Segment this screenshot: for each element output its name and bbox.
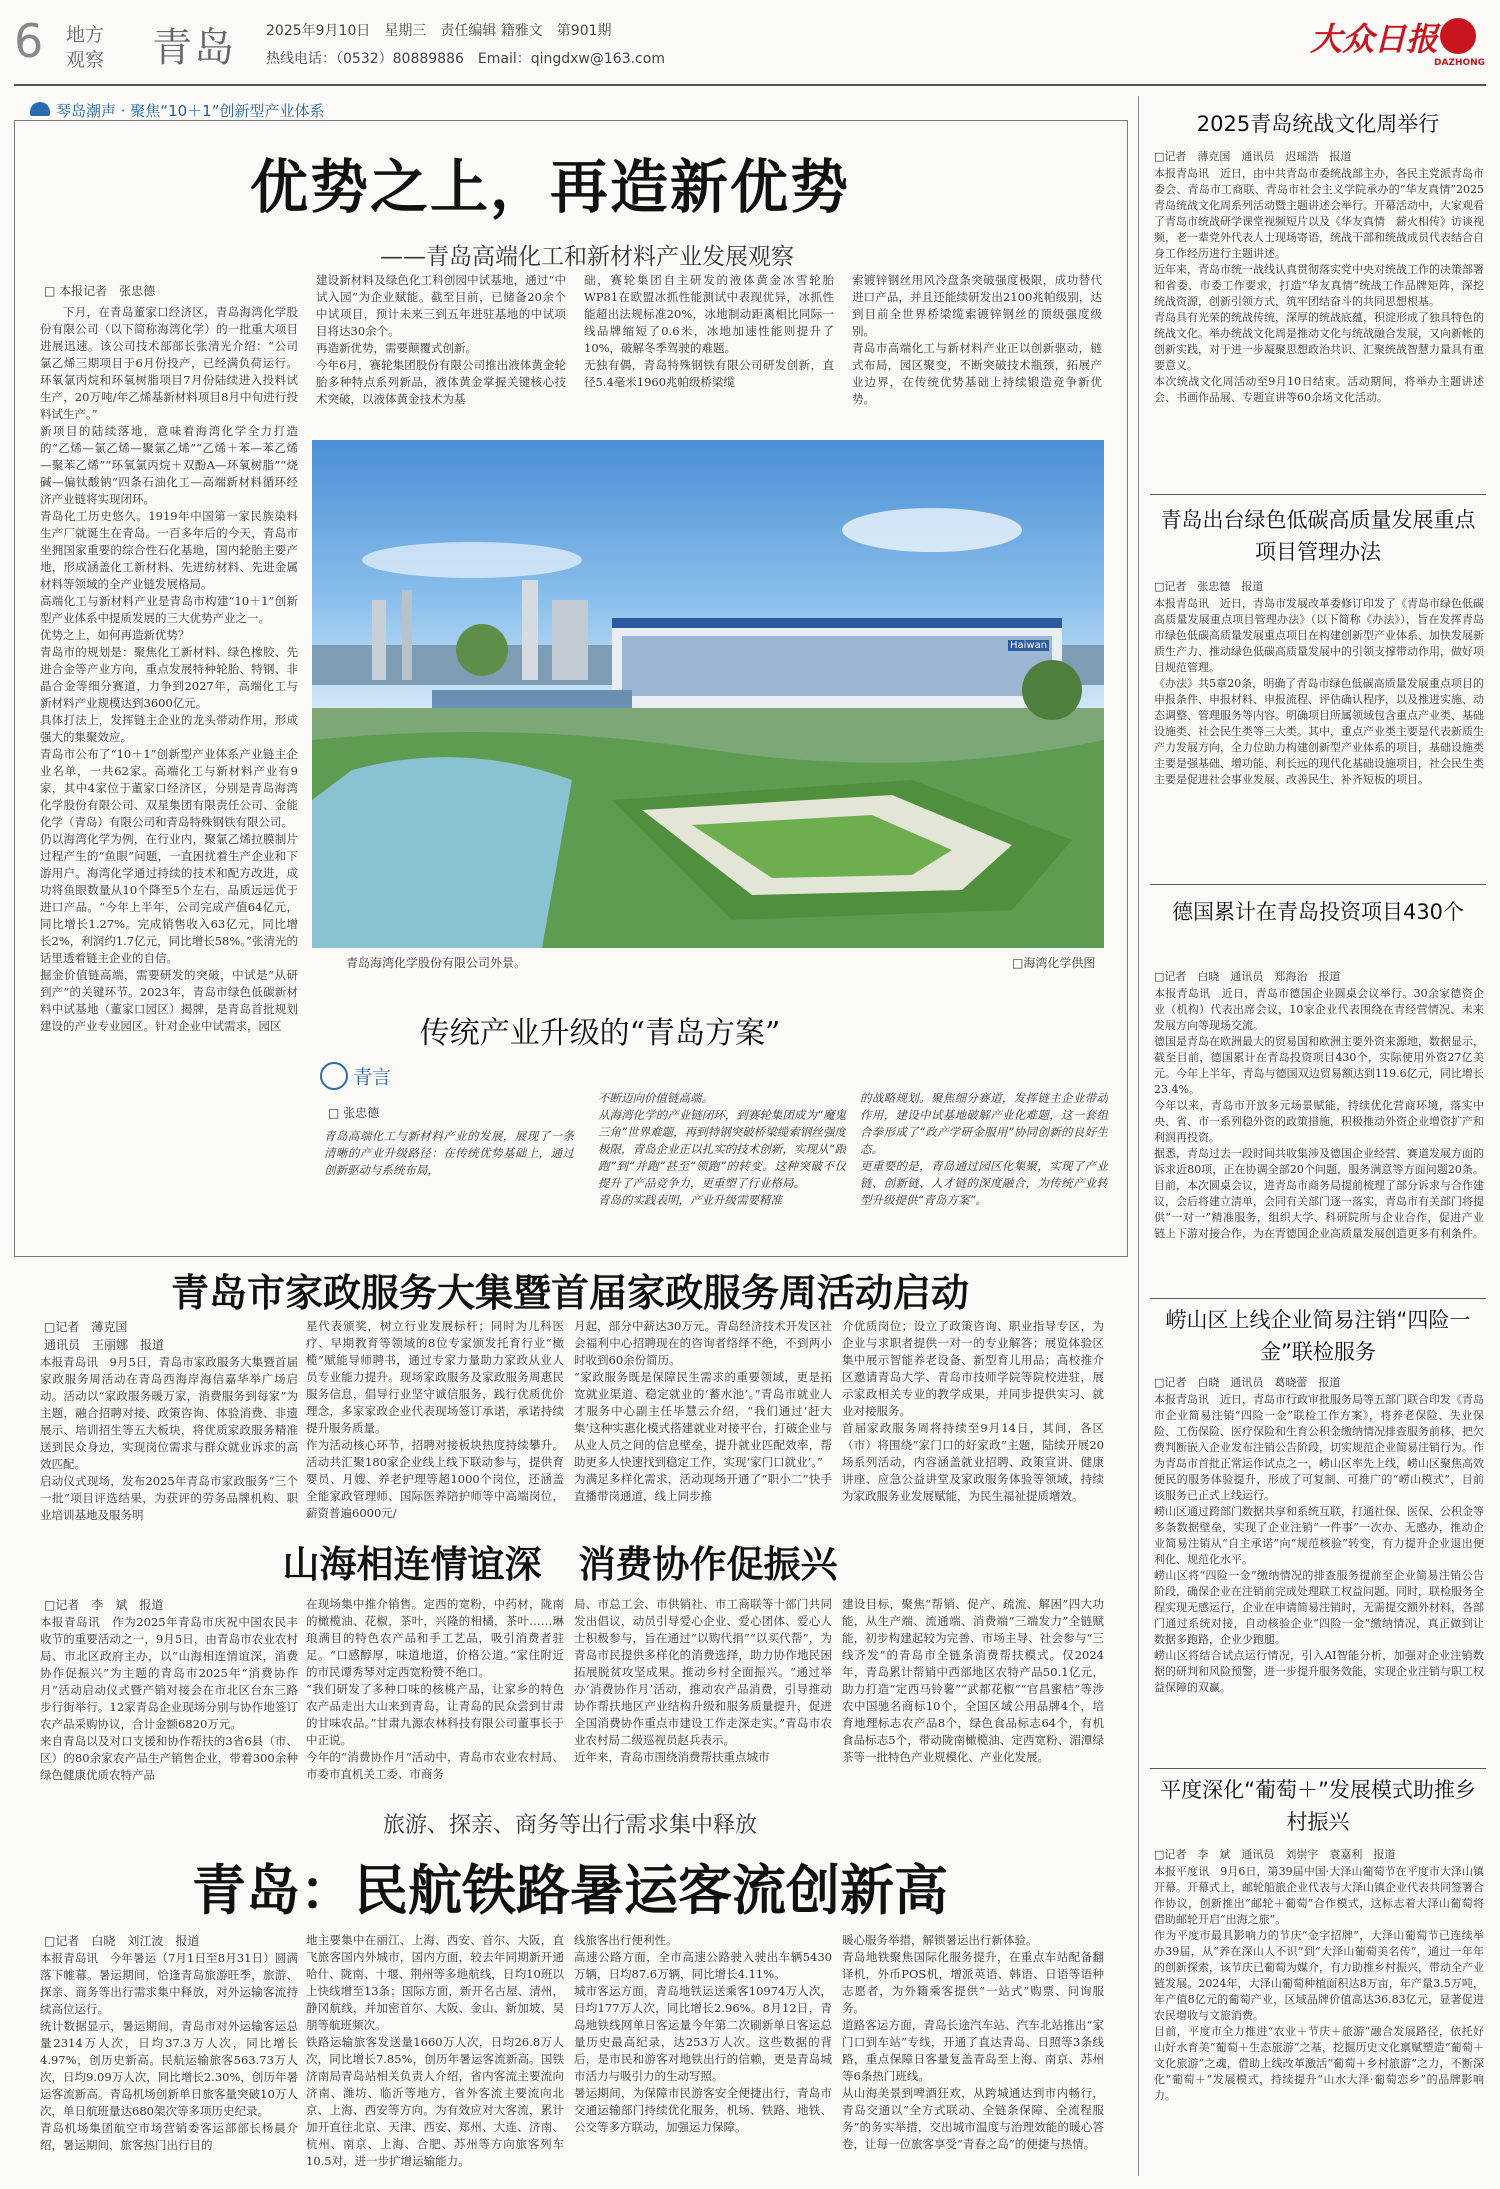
factory-photo: [312, 440, 1104, 948]
wave-icon: [30, 102, 50, 116]
sidebar-a4-title: 崂山区上线企业简易注销“四险一金”联检服务: [1165, 1308, 1471, 1364]
sidebar-a5-title: 平度深化“葡萄＋”发展模式助推乡村振兴: [1160, 1778, 1476, 1834]
lead-column-4: 索镀锌钢丝用风冷盘条突破强度极限，成功替代进口产品，并且还能续研发出2100兆帕级别，达到目前全世界桥梁缆索镀锌钢丝的顶级强度级别。 青岛市高端化工与新材料产业正以创新驱动，链式布局，园区聚变，不断突破技术瓶颈，拓展产业边界，在传统优势基础上持续锻造竞争新优势。: [852, 273, 1102, 406]
building-signage: Haiwan: [1010, 640, 1048, 651]
masthead-rule: [14, 84, 1486, 86]
lead-byline: □ 本报记者 张忠德: [44, 284, 156, 298]
travel-column-4: 暖心服务举措，解锁暑运出行新体验。 青岛地铁聚焦国际化服务提升，在重点车站配备翻译机，外币POS机，增派英语、韩语、日语等语种志愿者，为外籍乘客提供“一站式”购票、问询服务。 道路客运方面，青岛长途汽车站、汽车北站推出“家门口到车站”专线，开通了直达青岛、日照等3条线路，重点保障日客量复盖青岛至上海、南京、苏州等6条热门班线。 从山海美景到啤酒狂欢，从跨城通达到市内畅行，青岛交通以“全方式联动、全链条保障、全流程服务”的务实举措，交出城市温度与治理效能的暖心答卷，让每一位旅客享受“青春之岛”的便捷与热情。: [842, 1933, 1104, 2151]
housekeeping-column-4: 介优质岗位；设立了政策咨询、职业指导专区，为企业与求职者提供一对一的专业解答；展览体验区集中展示智能养老设备、新型育儿用品；高校推介区邀请青岛大学、青岛市技师学院等院校进驻，展示家政相关专业的教学成果，并同步提供实习、就业对接服务。 首届家政服务周将持续至9月14日，其间，各区（市）将围绕“家门口的好家政”主题，陆续开展20场系列活动，内容涵盖就业招聘、政策宣讲、健康讲座、应急公益讲堂及家政服务体验等领域，持续为家政服务业发展赋能，为民生福祉提质增效。: [842, 1319, 1104, 1503]
sidebar-a1-byline: □记者 薄克国 通讯员 迟瑶浩 报道: [1154, 150, 1352, 163]
sidebar-rule-3: [1150, 1298, 1486, 1299]
travel-column-1: 本报青岛讯 今年暑运（7月1日至8月31日）圆满落下帷幕。暑运期间，恰逢青岛旅游旺季，旅游、探亲、商务等出行需求集中释放，对外运输客流持续高位运行。 统计数据显示，暑运期间，青岛市对外运输客运总量2314万人次，日均37.3万人次，同比增长4.97%，创历史新高。民航运输旅客563.73万人次，日均9.09万人次，同比增长2.30%，创历年暑运客流新高。青岛机场创新单日旅客量突破10万人次，单日航班量达680架次等多项历史纪录。 青岛机场集团航空市场营销委客运部部长杨晨介绍，暑运期间，旅客热门出行目的: [40, 1951, 298, 2152]
sidebar-a2-body: 本报青岛讯 近日，青岛市发展改革委修订印发了《青岛市绿色低碳高质量发展重点项目管理办法》（以下简称《办法》），旨在发挥青岛市绿色低碳高质量发展重点项目在构建创新型产业体系、加快发展新质生产力、推动绿色低碳高质量发展中的引领支撑带动作用，做好项目规范管理。 《办法》共5章20条，明确了青岛市绿色低碳高质量发展重点项目的申报条件、申报材料、申报流程、评估确认程序，以及推进实施、动态调整、管理服务等内容。明确项目所属领域包含重点产业类、基础设施类、社会民生类等三大类。其中，重点产业类主要是代表新质生产力发展方向，全力位助力构建创新型产业体系的项目，基础设施类主要是强基础、增功能、利长远的现代化基础设施项目，社会民生类主要是促进社会事业发展、改善民生、补齐短板的项目。: [1154, 597, 1484, 786]
logo-text: 大众日报: [1310, 20, 1439, 58]
cooperation-column-3: 局、市总工会、市供销社、市工商联等十部门共同发出倡议，动员引导爱心企业、爱心团体、爱心人士积极参与，旨在通过“以购代捐”“以买代帮”，为青岛市民提供多样化的消费选择，助力协作地民困拓展脱贫攻坚成果。推动乡村全面振兴。“通过举办‘消费协作月’活动，推动农产品消费，引导推动协作帮扶地区产业结构升级和服务质量提升，促进全国消费协作重点市建设工作走深走实。”青岛市农业农村局二级巡视员赵兵表示。 近年来，青岛市围绕消费帮扶重点城市: [574, 1597, 832, 1764]
sidebar-a1-title: 2025青岛统战文化周举行: [1196, 112, 1440, 136]
sidebar-a1-body: 本报青岛讯 近日，由中共青岛市委统战部主办，各民主党派青岛市委会、青岛市工商联、青岛市社会主义学院承办的“华友真情”2025青岛统战文化周系列活动暨主题讲述会举行。开幕活动中，大家观看了青岛市统战研学课堂视频短片以及《华友真情 薪火相传》访谈视频，老一辈党外代表人士现场寄语，统战干部和统战成员代表结合自身工作经历进行主题讲述。 近年来，青岛市统一战线认真贯彻落实党中央对统战工作的决策部署和省委、市委工作要求，打造“华友真情”统战工作品牌矩阵，深挖统战资源，创新引领方式，筑牢团结奋斗的共同思想根基。 青岛具有光荣的统战传统，深厚的统战底蕴，积淀形成了独具特色的统战文化。举办统战文化周是推动文化与统战融合发展，又向新帐的创新实践，对于进一步凝聚思想政治共识、汇聚统战智慧力量具有重要意义。 本次统战文化周活动至9月10日结束。活动期间，将举办主题讲述会、书画作品展、专题宣讲等60余场文化活动。: [1154, 167, 1484, 404]
housekeeping-column-2: 星代表颁奖，树立行业发展标杆；同时为儿科医疗、早期教育等领域的8位专家颁发托育行业“橄榄”赋能导师聘书，通过专家力量助力家政从业人员专业能力提升。现场家政服务及家政服务周惠民服务信息，倡导行业坚守诚信服务，践行优质优价理念，多家家政企业代表现场签订承诺，承诺持续提升服务质量。 作为活动核心环节，招聘对接板块热度持续攀升。活动共汇聚180家企业线上线下联动参与，提供育婴员、月嫂、养老护理等超1000个岗位，还涵盖全能家政管理师、国际医养陪护师等中高端岗位，薪资普遍6000元/: [306, 1319, 564, 1520]
logo-emblem-icon: [1440, 18, 1476, 54]
sidebar-a3-byline: □记者 白晓 通讯员 郑海治 报道: [1154, 970, 1341, 983]
sidebar-a2-byline: □记者 张忠德 报道: [1154, 580, 1264, 593]
lead-title: 优势之上，再造新优势: [249, 153, 850, 221]
commentary-column-2: 不断迈向价值链高端。 从海湾化学的产业链闭环，到赛轮集团成为“魔鬼三角”世界难题，再到特钢突破桥梁缆索钢丝强度极限，青岛企业正以扎实的技术创新，实现从“跟跑”到“并跑”甚至“领跑”的转变。这种突破不仅提升了产品竞争力，更重塑了行业格局。 青岛的实践表明，产业升级需要精准: [598, 1091, 846, 1207]
sidebar-a4-body: 本报青岛讯 近日，青岛市行政审批服务局等五部门联合印发《青岛市企业简易注销“四险一金”联检工作方案》，将养老保险、失业保险、工伤保险、医疗保险和生育公积金缴纳情况排查服务前移，把欠费判断嵌入企业发布注销公告阶段，切实规范企业简易注销行为。作为青岛市首批正常运作试点之一，崂山区率先上线，崂山区聚焦高效便民的服务体验提升，形成了可复制、可推广的“崂山模式”，目前该服务已正式上线运行。 崂山区通过跨部门数据共享和系统互联，打通社保、医保、公积金等多条数据壁垒，实现了企业注销“一件事”一次办、无感办，推动企业简易注销从“自主承诺”向“规范核验”转变，有力提升企业退出便利化、规范化水平。 崂山区将“四险一金”缴纳情况的排查服务提前至企业简易注销公告阶段，确保企业在注销前完成处理联工权益问题。同时，联检服务全程实现无感运行，企业在申请简易注销时，无需提交额外材料，各部门通过系统对接，自动核验企业“四险一金”缴纳情况，真正做到让数据多跑路，企业少跑腿。 崂山区将结合试点运行情况，引入AI智能分析，加强对企业注销数据的研判和风险预警，进一步提升服务效能，实现企业注销与职工权益保障的双赢。: [1154, 1393, 1484, 1694]
sidebar-a2-title: 青岛出台绿色低碳高质量发展重点项目管理办法: [1160, 508, 1476, 564]
sidebar-divider: [1138, 96, 1139, 2176]
travel-column-3: 线旅客出行便利性。 高速公路方面，全市高速公路驶入驶出车辆5430万辆，日均87.6万辆，同比增长4.11%。 城市客运方面，青岛地铁运送乘客10974万人次，日均177万人次，同比增长2.96%。8月12日，青岛地铁线网单日客运量今年第二次刷新单日客运总量历史最高纪录，达253万人次。这些数据的背后，是市民和游客对地铁出行的信赖，更是青岛城市活力与吸引力的生动写照。 暑运期间，为保障市民游客安全便捷出行，青岛市交通运输部门持续优化服务，机场、铁路、地铁、公交等多方联动，加强运力保障。: [574, 1933, 832, 2134]
lead-column-2: 建设新材料及绿色化工科创园中试基地，通过“中试入园”为企业赋能。截至目前，已储备20余个中试项目，预计未来三到五年进驻基地的中试项目将达30余个。 再造新优势，需要颠覆式创新。 今年6月，赛轮集团股份有限公司推出液体黄金轮胎多种特点系列新品，液体黄金掌握关键核心技术突破，以液体黄金技术为基: [316, 273, 566, 406]
travel-kicker: 旅游、探亲、商务等出行需求集中释放: [382, 1813, 757, 1838]
sidebar-rule-1: [1150, 494, 1486, 495]
housekeeping-title: 青岛市家政服务大集暨首届家政服务周活动启动: [170, 1271, 969, 1315]
newspaper-logo: [1310, 14, 1486, 74]
housekeeping-column-3: 月起，部分中薪达30万元。青岛经济技术开发区社会福利中心招聘现在的咨询者络绎不绝，不到两小时收到60余份简历。 “家政服务既是保障民生需求的重要领域，更是拓宽就业渠道、稳定就业的‘蓄水池’。”青岛市就业人才服务中心副主任毕慧云介绍，“我们通过‘赶大集’这种实惠化模式搭建就业对接平台，打破企业与从业人员之间的信息壁垒，提升就业匹配效率，帮助更多人快速找到稳定工作，实现‘家门口就业’。” 为满足多样化需求，活动现场开通了“职小二”快手直播带岗通道，线上同步推: [574, 1319, 832, 1503]
date-line: 2025年9月10日 星期三 责任编辑 籍雅文 第901期: [266, 23, 612, 39]
housekeeping-byline-2: 通讯员 王丽娜 报道: [44, 1338, 165, 1352]
sidebar-a4-byline: □记者 白晓 通讯员 葛晓蕾 报道: [1154, 1376, 1341, 1389]
photo-caption: 青岛海湾化学股份有限公司外景。: [346, 956, 527, 970]
sidebar-rule-2: [1150, 884, 1486, 885]
page-number: 6: [14, 14, 44, 68]
housekeeping-byline-1: □记者 薄克国: [44, 1320, 128, 1334]
photo-credit: □海湾化学供图: [1012, 956, 1096, 970]
lead-column-3: 础，赛轮集团自主研发的液体黄金冰雪轮胎WP81在欧盟冰抓性能测试中表现优异，冰抓性能超出法规标准20%，冰地制动距离相比同际一线品牌缩短了0.6米，冰地加速性能则提升了10%，破解冬季驾驶的难题。 无独有偶，青岛特殊钢铁有限公司研发创新，直径5.4毫米1960兆帕级桥梁缆: [584, 273, 834, 389]
section-label-top: 地方: [66, 24, 105, 46]
cooperation-title: 山海相连情谊深 消费协作促振兴: [282, 1543, 838, 1586]
cooperation-byline: □记者 李 斌 报道: [44, 1598, 164, 1612]
sidebar-a3-body: 本报青岛讯 近日，青岛市德国企业圆桌会议举行。30余家德资企业（机构）代表出席会议，10家企业代表围绕在青经营情况、未来发展方向等现场交流。 德国是青岛在欧洲最大的贸易国和欧洲主要外资来源地，数据显示，截至目前，德国累计在青岛投资项目430个，实际使用外资27亿美元。今年上半年，青岛与德国双边贸易额达到119.6亿元，同比增长23.4%。 今年以来，青岛市开放多元场景赋能，持续优化营商环境，落实中央、省、市一系列稳外资的政策措施，积极推动外资企业增资扩产和利润再投资。 据悉，青岛过去一段时间共收集涉及德国企业经营、赛道发展方面的诉求近80项，正在协调全部20个问题，服务满意等方面问题20条。目前，本次圆桌会议，进青岛市商务局提前梳理了部分诉求与合作建议，会后将建立清单，会同有关部门逐一落实，青岛市有关部门将提供“一对一”精准服务，组织大学、科研院所与企业合作，促进产业链上下游对接合作，为在青德国企业高质量发展创造更多有利条件。: [1154, 987, 1484, 1240]
lead-column-1: 下月，在青岛董家口经济区，青岛海湾化学股份有限公司（以下简称海湾化学）的一批重大项目进展迅速。该公司技术部部长张清光介绍：“公司氯乙烯三期项目于6月份投产，已经满负荷运行。环氧氯丙烷和环氧树脂项目7月份陆续进入投料试生产，20万吨/年乙烯基新材料项目8月中旬进行投料试生产。” 新项目的陆续落地，意味着海湾化学全力打造的“乙烯—氯乙烯—聚氯乙烯”“乙烯＋苯—苯乙烯—聚苯乙烯”“环氧氯丙烷＋双酚A—环氧树脂”“烧碱—偏钛酸钠”四条石油化工—高端新材料循环经济产业链将实现闭环。 青岛化工历史悠久。1919年中国第一家民族染料生产厂就诞生在青岛。一百多年后的今天，青岛市坐拥国家重要的综合性石化基地，国内轮胎主要产地，形成涵盖化工新材料、先进纺材料、先进金属材料等领域的全产业链发展格局。 高端化工与新材料产业是青岛市构建“10＋1”创新型产业体系中提质发展的三大优势产业之一。 优势之上，如何再造新优势？ 青岛市的规划是：聚焦化工新材料、绿色橡胶、先进合金等产业方向，重点发展特种轮胎、特钢、非晶合金等细分赛道，力争到2027年，高端化工与新材料产业规模达到3600亿元。 具体打法上，发挥链主企业的龙头带动作用，形成强大的集聚效应。 青岛市公布了“10＋1”创新型产业体系产业链主企业名单，一共62家。高端化工与新材料产业有9家，其中4家位于董家口经济区，分别是青岛海湾化学股份有限公司、双星集团有限责任公司、金能化学（青岛）有限公司和青岛特殊钢铁有限公司。 仍以海湾化学为例，在行业内，聚氯乙烯拉膜制片过程产生的“鱼眼”问题，一直困扰着生产企业和下游用户。海湾化学通过持续的技术和配方改进，成功将鱼眼数量从10个降至5个左右，品质远远优于进口产品。“今年上半年，公司完成产值64亿元，同比增长1.27%。完成销售收入63亿元，同比增长2%，利润约1.7亿元，同比增长58%。”张清光的话里透着链主企业的自信。 掘金价值链高端，需要研发的突破，中试是“从研到产”的关键环节。2023年，青岛市绿色低碳新材料中试基地（董家口园区）揭牌，是青岛首批规划建设的产业专业园区。针对企业中试需求，园区: [40, 305, 298, 1033]
cooperation-column-1: 本报青岛讯 作为2025年青岛市庆祝中国农民丰收节的重要活动之一，9月5日，由青岛市农业农村局、市北区政府主办，以“山海相连情谊深，消费协作促振兴”为主题的青岛市2025年“消费协作月”活动启动仪式暨产销对接会在市北区台东三路步行街举行。12家青岛企业现场分别与协作地签订农产品采购协议，合计金额6820万元。 来自青岛以及对口支援和协作帮扶的3省6县（市、区）的80余家农产品生产销售企业，带着300余种绿色健康优质农特产品: [40, 1615, 298, 1782]
cooperation-column-2: 在现场集中推介销售。定西的宽粉，中药材，陇南的橄榄油、花椒，茶叶，兴隆的相橘，茶叶……琳琅满目的特色农产品和手工艺品，吸引消费者驻足。“口感醇厚，味道地道，价格公道。”家住附近的市民谭秀琴对定西宽粉赞不绝口。 “我们研发了多种口味的核桃产品，让家乡的特色农产品走出大山来到青岛，让青岛的民众尝到甘肃的甘味农品。”甘肃九源农林科技有限公司董事长于中正说。 今年的“消费协作月”活动中，青岛市农业农村局、市委市直机关工委、市商务: [306, 1597, 564, 1781]
lead-subtitle: ——青岛高端化工和新材料产业发展观察: [380, 244, 794, 270]
commentary-column-3: 的战略规划。聚焦细分赛道，发挥链主企业带动作用，建设中试基地破解产业化难题，这一套组合拳形成了“政产学研金服用”协同创新的良好生态。 更重要的是，青岛通过园区化集聚，实现了产业链、创新链、人才链的深度融合，为传统产业转型升级提供“青岛方案”。: [860, 1091, 1108, 1207]
sidebar-a5-body: 本报平度讯 9月6日，第39届中国·大泽山葡萄节在平度市大泽山镇开幕。开幕式上，邮轮船旅企业代表与大泽山镇企业代表共同签署合作协议，创新推出“邮轮＋葡萄”合作模式，这标志着大泽山葡萄将借助邮轮开启“出海之旅”。 作为平度市最具影响力的节庆“金字招牌”，大泽山葡萄节已连续举办39届，从“养在深山人不识”到“大泽山葡萄美名传”，通过一年年的创新探索，该节庆已葡萄为媒介，有力助推乡村振兴，带动全产业链发展。2024年，大泽山葡萄种植面积达8万亩，年产量3.5万吨，年产值8亿元的葡萄产业，区域品牌价值高达36.83亿元，显著促进农民增收与文旅消费。 目前，平度市全力推进“农业＋节庆＋旅游”融合发展路径，依托好山好水育美“葡萄＋生态旅游”之基，挖掘历史文化禀赋塑造“葡萄＋文化旅游”之魂，借助上线改革激活“葡萄＋乡村旅游”之力，不断深化“葡萄＋”发展模式，持续提升“山水大泽·葡萄恋乡”的品牌影响力。: [1154, 1865, 1484, 2102]
column-tag: 琴岛潮声 · 聚焦“10＋1”创新型产业体系: [30, 98, 430, 122]
travel-title: 青岛：民航铁路暑运客流创新高: [192, 1859, 948, 1922]
cooperation-column-4: 建设目标，聚焦“帮销、促产、疏流、解困”四大功能，从生产端、流通端、消费端“三端发力”全链赋能，初步构建起较为完善、市场主导、社会参与“三线齐发”的青岛市全链条消费帮扶模式。仅2024年，青岛累计帮销中西部地区农特产品50.1亿元，助力打造“定西马铃薯”“武都花椒”“官昌蜜桔”等涉农中国驰名商标10个，全国区域公用品牌4个，培育地理标志农产品8个，绿色食品标志64个，有机食品标志5个，带动陇南橄榄油、定西宽粉、湄潭绿茶等一批特色产业规模化、产业化发展。: [842, 1597, 1104, 1764]
commentary-column-name: 青言: [320, 1062, 391, 1090]
contact-line: 热线电话：（0532）80889886 Email：qingdxw@163.com: [266, 51, 665, 67]
housekeeping-column-1: 本报青岛讯 9月5日，青岛市家政服务大集暨首届家政服务周活动在青岛西海岸海信嘉华举广场启动。活动以“家政服务暖万家，消费服务到每家”为主题，融合招聘对接、政策咨询、体验消费、非遗展示、培训招生等五大板块，将优质家政服务精准送到民众身边，实现岗位需求与群众就业诉求的高效匹配。 启动仪式现场，发布2025年青岛市家政服务“三个一批”项目评选结果，为获评的劳务品牌机构、职业培训基地及服务明: [40, 1355, 298, 1522]
sidebar-rule-4: [1150, 1768, 1486, 1769]
sidebar-a3-title: 德国累计在青岛投资项目430个: [1171, 900, 1465, 924]
sidebar-a5-byline: □记者 李 斌 通讯员 刘崇宇 袁嘉利 报道: [1154, 1848, 1396, 1861]
city-name: 青岛: [152, 25, 236, 71]
commentary-column-1: 青岛高端化工与新材料产业的发展，展现了一条清晰的产业升级路径：在传统优势基础上，通过创新驱动与系统布局，: [324, 1129, 574, 1177]
commentary-title: 传统产业升级的“青岛方案”: [419, 1016, 781, 1051]
quote-icon: [320, 1062, 348, 1090]
travel-column-2: 地主要集中在丽江、上海、西安、首尔、大阪，直飞旅客国内外城市，国内方面，较去年同期新开通哈什、陇南、十堰、荆州等多地航线，日均10班以上快线增至13条；国际方面，新开名古屋、清州，静冈航线，并加密首尔、大阪、金山、新加坡、吴朋等航班频次。 铁路运输旅客发送量1660万人次，日均26.8万人次，同比增长7.85%，创历年暑运客流新高。国铁济南局青岛站相关负责人介绍，省内客流主要流向济南、潍坊、临沂等地方，省外客流主要流向北京、上海、西安等方向。为有效应对大客流，累计加开直往北京、天津、西安、郑州、大连、济南、杭州、南京、上海、合肥、苏州等方向旅客列车10.5对，进一步扩增运输能力。: [306, 1933, 564, 2168]
logo-sub: DAZHONG: [1434, 58, 1486, 68]
commentary-byline: □ 张忠德: [328, 1106, 380, 1120]
section-label-bottom: 观察: [66, 49, 105, 71]
travel-byline: □记者 白晓 刘江波 报道: [44, 1934, 200, 1948]
photo-illustration: [312, 440, 1104, 948]
